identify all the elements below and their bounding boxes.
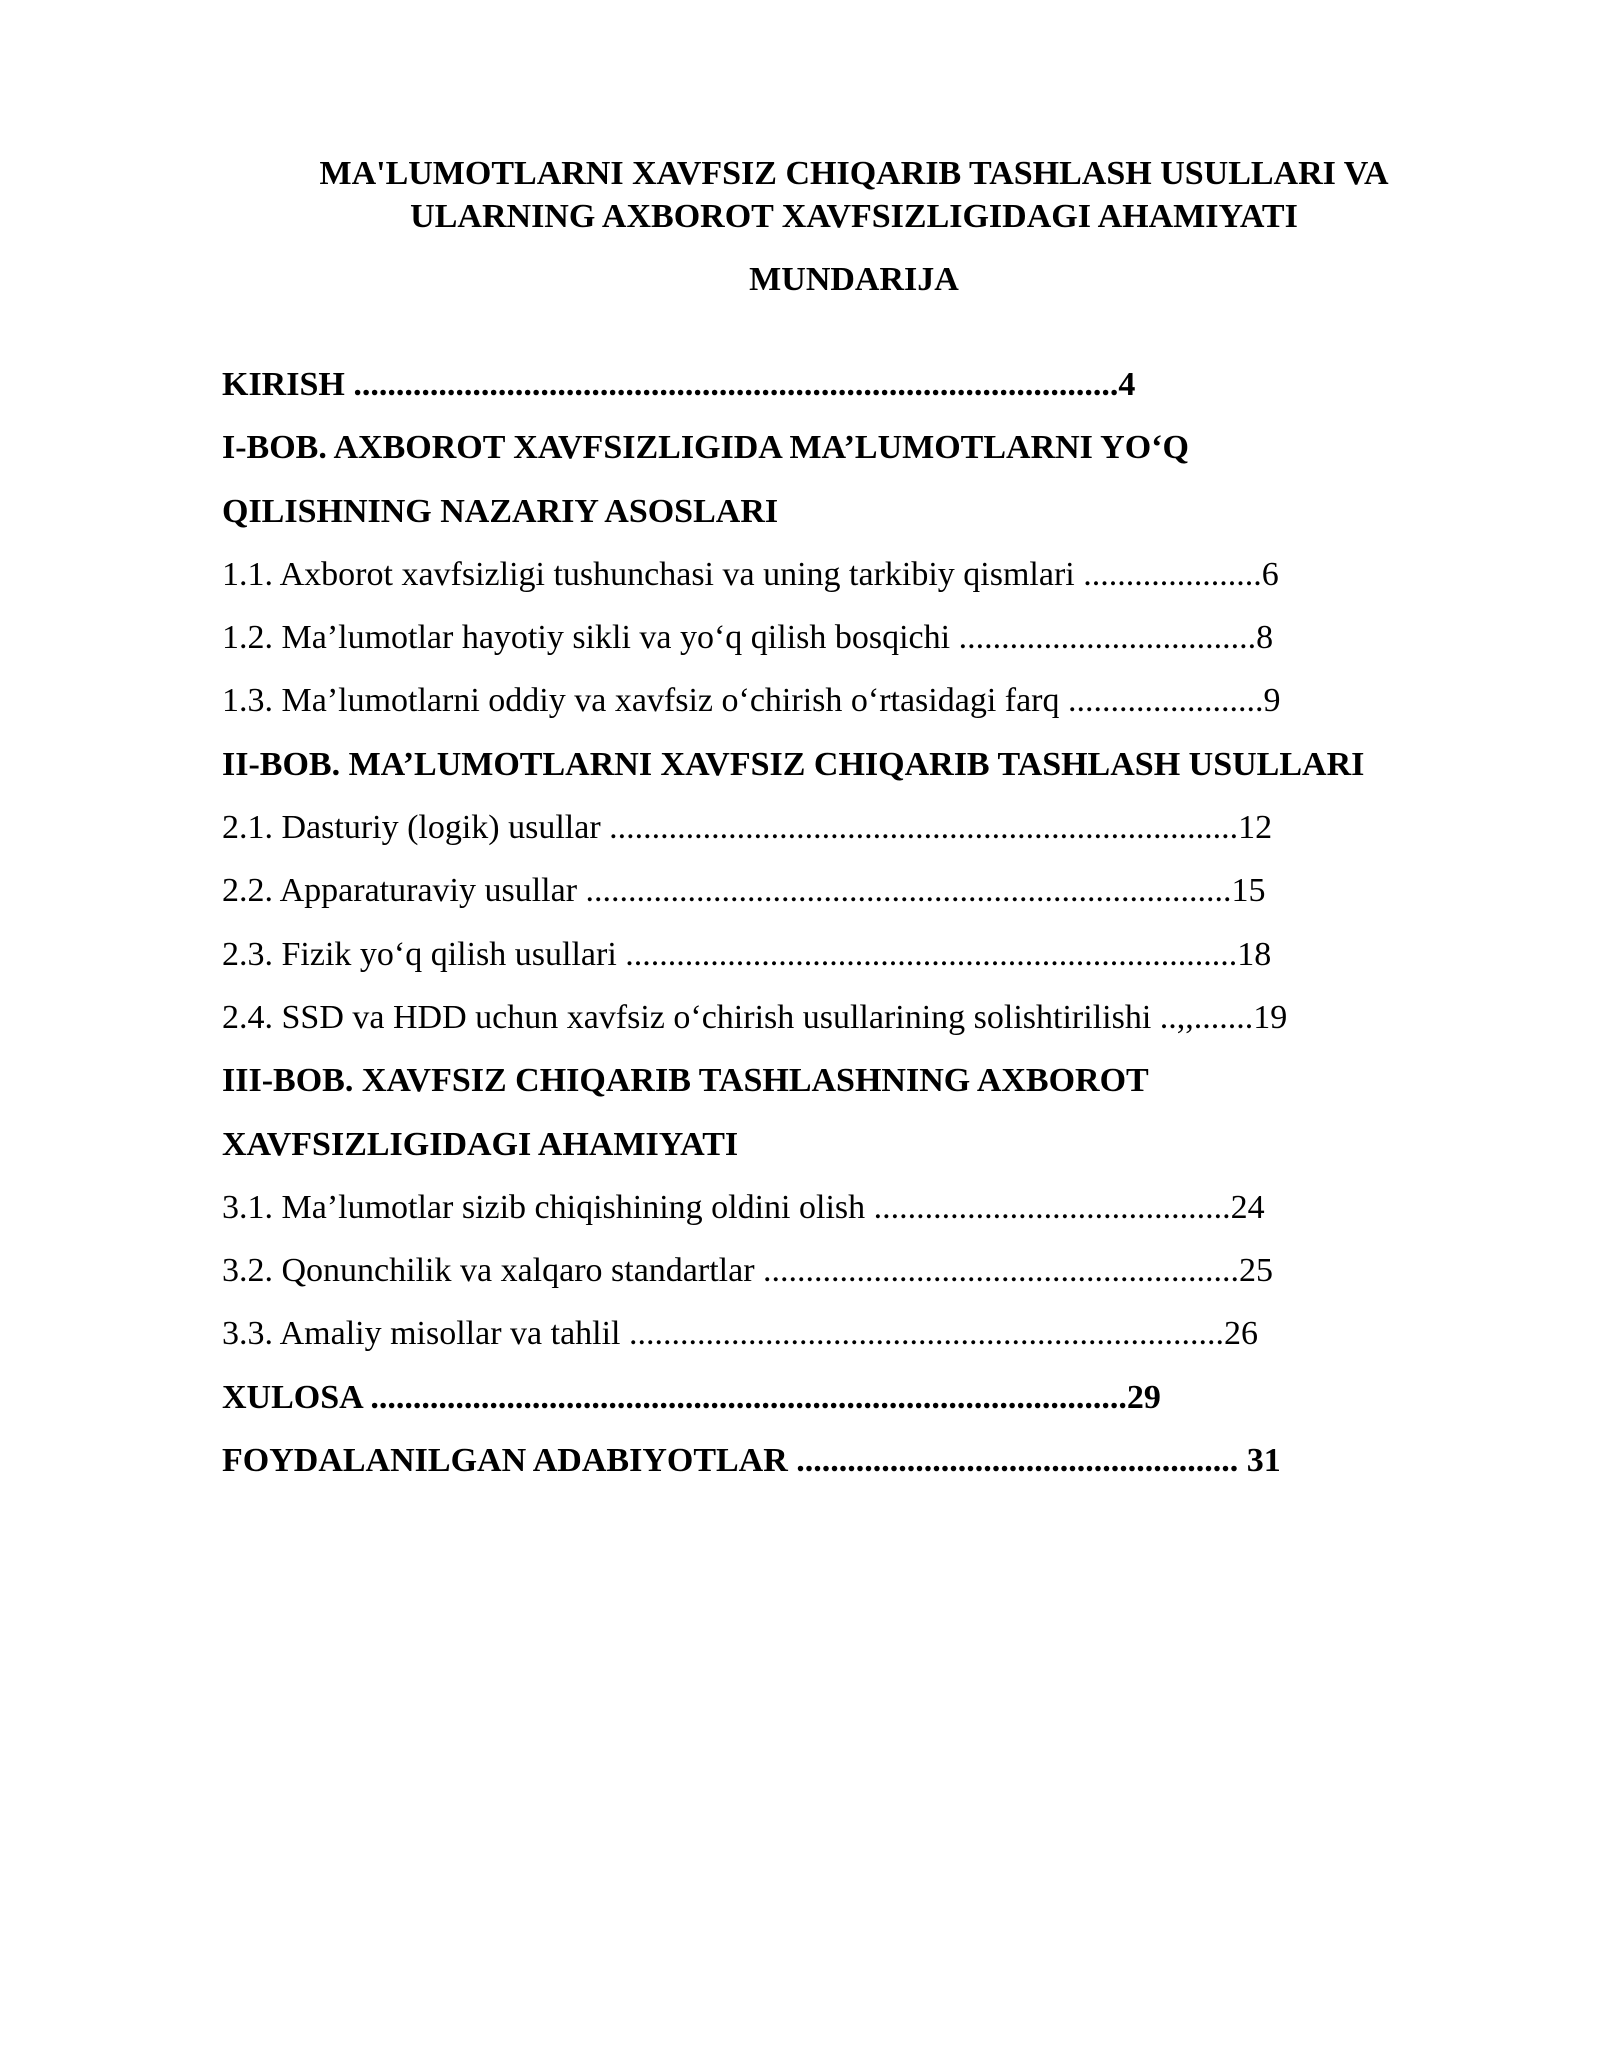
toc-entry-page-number: 19 [1253,998,1288,1036]
toc-entry-label: 2.3. Fizik yo‘q qilish usullari [222,935,617,973]
toc-entry-leader-dots: ......................................................................................... [361,1378,1127,1416]
toc-entry [222,361,1472,424]
document-title-line-1: MA'LUMOTLARNI XAVFSIZ CHIQARIB TASHLASH USULLARI VA [319,155,1389,192]
toc-entry [222,994,1472,1057]
toc-entry [222,741,1472,804]
toc-entry-label: 2.4. SSD va HDD uchun xavfsiz o‘chirish usullarining solishtirilishi [222,998,1152,1036]
toc-entry [222,1057,1472,1120]
toc-entry [222,867,1472,930]
toc-entry-label: 1.1. Axborot xavfsizligi tushunchasi va uning tarkibiy qismlari [222,555,1075,593]
toc-entry-leader-dots: .......................................................................... [600,809,1239,847]
toc-entry-leader-dots: ........................................................ [754,1252,1240,1290]
toc-entry-page-number: 15 [1231,872,1266,910]
toc-entry-page-number: 25 [1239,1252,1274,1290]
toc-entry-label: XAVFSIZLIGIDAGI AHAMIYATI [222,1125,739,1163]
toc-entry-label: III-BOB. XAVFSIZ CHIQARIB TASHLASHNING AXBOROT [222,1062,1149,1100]
toc-entry-label: XULOSA [222,1378,362,1416]
toc-entry-leader-dots: .......................................... [865,1188,1231,1226]
toc-entry-label: 1.3. Ma’lumotlarni oddiy va xavfsiz o‘chirish o‘rtasidagi farq [222,682,1060,720]
toc-entry-label: 1.2. Ma’lumotlar hayotiy sikli va yo‘q qilish bosqichi [222,619,951,657]
toc-entry-page-number: 31 [1246,1442,1281,1480]
toc-entry-leader-dots: ...................................................................... [620,1315,1225,1353]
toc-entry [222,1437,1472,1500]
toc-entry-label: I-BOB. AXBOROT XAVFSIZLIGIDA MA’LUMOTLARNI YO‘Q [222,429,1189,467]
toc-entry-leader-dots: .......................................................................................... [344,366,1119,403]
toc-entry-leader-dots: ....................... [1059,682,1264,720]
toc-entry-page-number: 9 [1263,682,1281,720]
toc-entry-label: 3.3. Amaliy misollar va tahlil [222,1315,621,1353]
toc-entry-label: 3.2. Qonunchilik va xalqaro standartlar [222,1252,755,1290]
toc-entry-label: QILISHNING NAZARIY ASOSLARI [222,492,779,530]
toc-entry-label: 3.1. Ma’lumotlar sizib chiqishining oldini olish [222,1188,866,1226]
toc-entry-page-number: 26 [1224,1315,1259,1353]
toc-entry-page-number: 18 [1237,935,1272,973]
toc-entry [222,1121,1472,1184]
toc-entry [222,424,1472,487]
toc-entry-label: 2.1. Dasturiy (logik) usullar [222,809,601,847]
toc-heading: MUNDARIJA [749,261,959,298]
toc-entry [222,1184,1472,1247]
toc-entry-leader-dots: ..................... [1074,555,1262,593]
toc-entry [222,1310,1472,1373]
toc-entry-page-number: 24 [1230,1188,1265,1226]
toc-entry [222,931,1472,994]
document-title [222,152,1486,238]
toc-entry-leader-dots: ..,,....... [1151,998,1254,1036]
toc-entry-leader-dots: ............................................................................ [577,872,1232,910]
toc-entry-page-number: 8 [1256,619,1274,657]
toc-entry [222,488,1472,551]
toc-entry-page-number: 12 [1238,809,1273,847]
toc-entry-label: II-BOB. MA’LUMOTLARNI XAVFSIZ CHIQARIB TASHLASH USULLARI [222,745,1365,783]
toc-entry-leader-dots: ................................... [950,619,1257,657]
table-of-contents [222,361,1472,1500]
toc-entry-label: FOYDALANILGAN ADABIYOTLAR [222,1442,788,1480]
toc-entry [222,1247,1472,1310]
document-title-line-2: ULARNING AXBOROT XAVFSIZLIGIDAGI AHAMIYATI [410,198,1298,235]
toc-entry [222,1374,1472,1437]
toc-entry [222,677,1472,740]
toc-entry-label: KIRISH [222,366,345,403]
toc-entry-leader-dots: .................................................... [787,1442,1247,1480]
toc-entry-label: 2.2. Apparaturaviy usullar [222,872,578,910]
toc-entry-page-number: 6 [1261,555,1279,593]
toc-entry [222,614,1472,677]
toc-entry-page-number: 29 [1126,1378,1161,1416]
toc-entry-leader-dots: ........................................................................ [616,935,1238,973]
toc-entry-page-number: 4 [1118,366,1136,403]
toc-entry [222,551,1472,614]
toc-entry [222,804,1472,867]
